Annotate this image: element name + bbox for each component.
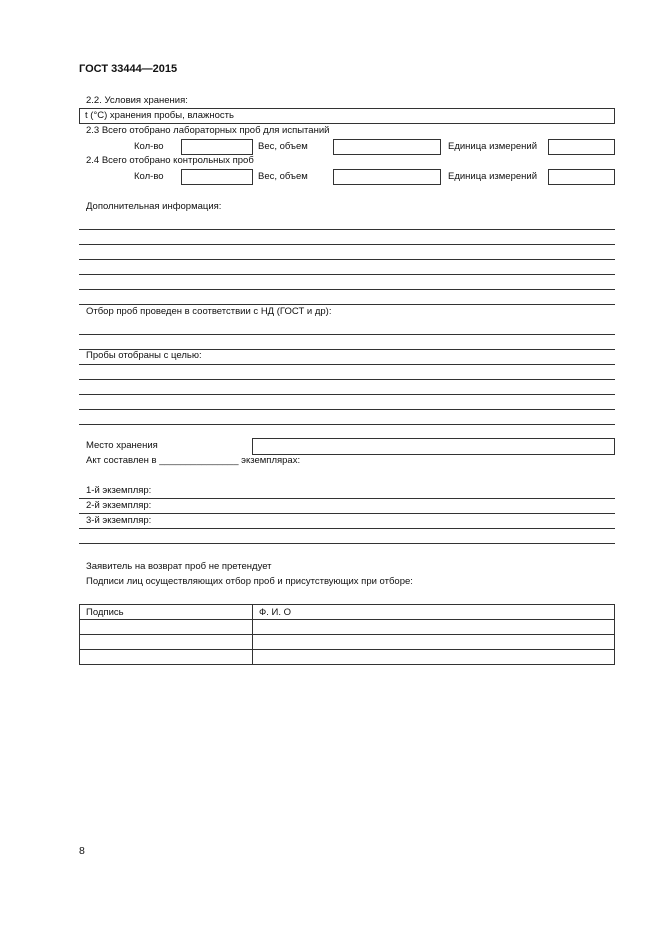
name-column-header: Ф. И. О [253,605,615,620]
additional-info-line[interactable] [79,259,615,260]
purpose-label: Пробы отобраны с целью: [86,350,202,361]
control-unit-label: Единица измерений [448,171,538,182]
signature-table [79,604,615,665]
signatures-title: Подписи лиц осуществляющих отбор проб и присутствующих при отборе: [86,576,413,587]
table-row [80,620,615,635]
control-weight-field[interactable] [333,169,441,185]
copy-line[interactable] [79,513,615,514]
signature-column-header: Подпись [80,605,253,620]
purpose-line[interactable] [79,394,615,395]
name-cell[interactable] [253,620,615,635]
document-code: ГОСТ 33444—2015 [79,63,178,75]
lab-qty-label: Кол-во [134,141,164,152]
copy-line[interactable] [79,528,615,529]
storage-place-field[interactable] [252,438,615,455]
conformance-line[interactable] [79,334,615,335]
lab-samples-title: 2.3 Всего отобрано лабораторных проб для испытаний [86,125,330,136]
control-qty-label: Кол-во [134,171,164,182]
storage-conditions-label: t (°C) хранения пробы, влажность [85,110,234,121]
signature-cell[interactable] [80,620,253,635]
signature-cell[interactable] [80,650,253,665]
copy-2-label: 2-й экземпляр: [86,500,152,511]
page-number: 8 [79,845,85,857]
copy-3-label: 3-й экземпляр: [86,515,152,526]
no-return-statement: Заявитель на возврат проб не претендует [86,561,272,572]
copy-line[interactable] [79,543,615,544]
purpose-line[interactable] [79,409,615,410]
lab-weight-field[interactable] [333,139,441,155]
table-row [80,650,615,665]
control-qty-field[interactable] [181,169,253,185]
additional-info-label: Дополнительная информация: [86,201,222,212]
additional-info-line[interactable] [79,244,615,245]
storage-conditions-row[interactable] [79,108,615,124]
name-cell[interactable] [253,635,615,650]
purpose-line[interactable] [79,364,615,365]
additional-info-line[interactable] [79,304,615,305]
table-row [80,635,615,650]
lab-unit-field[interactable] [548,139,615,155]
lab-qty-field[interactable] [181,139,253,155]
copy-1-label: 1-й экземпляр: [86,485,152,496]
control-unit-field[interactable] [548,169,615,185]
control-samples-title: 2.4 Всего отобрано контрольных проб [86,155,254,166]
act-copies-label: Акт составлен в _______________ экземплярах: [86,455,301,466]
additional-info-line[interactable] [79,274,615,275]
lab-weight-label: Вес, объем [258,141,308,152]
purpose-line[interactable] [79,424,615,425]
additional-info-line[interactable] [79,229,615,230]
lab-unit-label: Единица измерений [448,141,538,152]
conformance-label: Отбор проб проведен в соответствии с НД (ГОСТ и др): [86,306,332,317]
storage-place-label: Место хранения [86,440,158,451]
additional-info-line[interactable] [79,289,615,290]
control-weight-label: Вес, объем [258,171,308,182]
storage-conditions-title: 2.2. Условия хранения: [86,95,188,106]
table-header-row [80,605,615,620]
signature-cell[interactable] [80,635,253,650]
copy-line[interactable] [79,498,615,499]
name-cell[interactable] [253,650,615,665]
purpose-line[interactable] [79,379,615,380]
